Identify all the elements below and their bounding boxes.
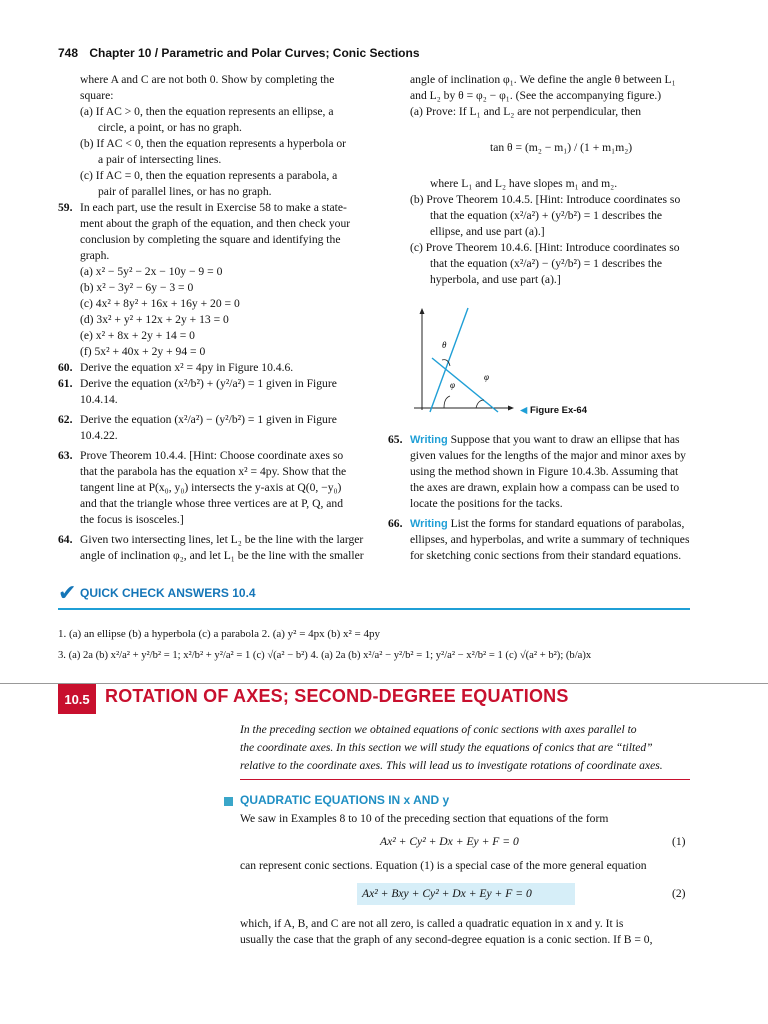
ex59-equation: (c) 4x² + 8y² + 16x + 16y + 20 = 0 bbox=[80, 297, 240, 310]
running-header bbox=[58, 46, 420, 60]
ex59-text: ment about the graph of the equation, and then check your bbox=[80, 217, 351, 230]
ex63-text: Prove Theorem 10.4.4. [Hint: Choose coordinate axes so bbox=[80, 449, 344, 462]
subheading-bullet-icon bbox=[224, 797, 233, 806]
exercise-number: 64. bbox=[58, 533, 73, 546]
body-text: usually the case that the graph of any second-degree equation is a conic section. If B = 0, bbox=[240, 933, 653, 946]
equation-1-number: (1) bbox=[672, 835, 686, 848]
ex64-part-b: ellipse, and use part (a).] bbox=[430, 225, 545, 238]
exercise-number: 61. bbox=[58, 377, 73, 390]
ex59-equation: (a) x² − 5y² − 2x − 10y − 9 = 0 bbox=[80, 265, 223, 278]
ex64-text: angle of inclination φ₁. We define the angle θ between L₁ bbox=[410, 73, 676, 86]
figure-ex-64 bbox=[410, 300, 520, 420]
figure-caption: ◀ Figure Ex-64 bbox=[520, 405, 587, 416]
page-number: 748 bbox=[58, 46, 79, 60]
ex58-part-b: (b) If AC < 0, then the equation represents a hyperbola or bbox=[80, 137, 347, 150]
section-intro: the coordinate axes. In this section we will study the equations of conics that are “tilted” bbox=[240, 741, 653, 754]
exercise-number: 66. bbox=[388, 517, 403, 530]
quick-check-answers-1-2: 1. (a) an ellipse (b) a hyperbola (c) a parabola 2. (a) y² = 4px (b) x² = 4py bbox=[58, 628, 380, 640]
ex61-text: 10.4.14. bbox=[80, 393, 118, 406]
ex59-text: conclusion by completing the square and identifying the bbox=[80, 233, 341, 246]
ex62-text: Derive the equation (x²/a²) − (y²/b²) = 1 given in Figure bbox=[80, 413, 337, 426]
quick-check-title: QUICK CHECK ANSWERS 10.4 bbox=[80, 586, 256, 600]
section-intro: relative to the coordinate axes. This will lead us to investigate rotations of coordinate axes. bbox=[240, 759, 663, 772]
ex62-text: 10.4.22. bbox=[80, 429, 118, 442]
ex64-part-b: that the equation (x²/a²) + (y²/b²) = 1 describes the bbox=[430, 209, 663, 222]
y-axis-arrow bbox=[420, 308, 425, 314]
ex58-part-a: circle, a point, or has no graph. bbox=[98, 121, 242, 134]
equation-2-number: (2) bbox=[672, 887, 686, 900]
equation-2: Ax² + Bxy + Cy² + Dx + Ey + F = 0 bbox=[362, 887, 532, 900]
ex66-text: for sketching conic sections from their standard equations. bbox=[410, 549, 682, 562]
ex59-equation: (b) x² − 3y² − 6y − 3 = 0 bbox=[80, 281, 194, 294]
section-rule bbox=[0, 683, 768, 684]
ex59-equation: (f) 5x² + 40x + 2y + 94 = 0 bbox=[80, 345, 206, 358]
ex64-text: Given two intersecting lines, let L₂ be the line with the larger bbox=[80, 533, 364, 546]
exercise-number: 65. bbox=[388, 433, 403, 446]
tan-theta-formula: tan θ = (m₂ − m₁) / (1 + m₁m₂) bbox=[490, 141, 633, 154]
ex61-text: Derive the equation (x²/b²) + (y²/a²) = 1 given in Figure bbox=[80, 377, 337, 390]
ex59-text: graph. bbox=[80, 249, 110, 262]
ex63-text: that the parabola has the equation x² = 4py. Show that the bbox=[80, 465, 347, 478]
ex65-text: using the method shown in Figure 10.4.3b. Assuming that bbox=[410, 465, 679, 478]
line-l1 bbox=[432, 358, 498, 412]
ex58-part-b: a pair of intersecting lines. bbox=[98, 153, 222, 166]
intro-rule bbox=[240, 779, 690, 780]
ex65-text: locate the positions for the tacks. bbox=[410, 497, 563, 510]
ex65-text: given values for the lengths of the major and minor axes by bbox=[410, 449, 686, 462]
ex58-part-a: (a) If AC > 0, then the equation represents an ellipse, a bbox=[80, 105, 334, 118]
phi2-label: φ bbox=[484, 372, 489, 382]
section-number-badge: 10.5 bbox=[58, 684, 96, 714]
quick-check-answers-3-4: 3. (a) 2a (b) x²/a² + y²/b² = 1; x²/b² + y²/a² = 1 (c) √(a² − b²) 4. (a) 2a (b) x²/a² − y²/b² = 1; y²/a² − x²/b² = 1 (c) √(a² + b²); (b/a)x bbox=[58, 650, 592, 661]
running-title: Chapter 10 / Parametric and Polar Curves; Conic Sections bbox=[89, 46, 420, 60]
equation-1: Ax² + Cy² + Dx + Ey + F = 0 bbox=[380, 835, 519, 848]
body-text: can represent conic sections. Equation (1) is a special case of the more general equation bbox=[240, 859, 647, 872]
ex64-part-b: (b) Prove Theorem 10.4.5. [Hint: Introduce coordinates so bbox=[410, 193, 681, 206]
ex58-part-c: (c) If AC = 0, then the equation represents a parabola, a bbox=[80, 169, 338, 182]
ex58-text: where A and C are not both 0. Show by completing the bbox=[80, 73, 335, 86]
ex60-text: Derive the equation x² = 4py in Figure 10.4.6. bbox=[80, 361, 294, 374]
ex59-equation: (e) x² + 8x + 2y + 14 = 0 bbox=[80, 329, 195, 342]
body-text: We saw in Examples 8 to 10 of the preceding section that equations of the form bbox=[240, 812, 609, 825]
ex58-text: square: bbox=[80, 89, 114, 102]
exercise-number: 59. bbox=[58, 201, 73, 214]
ex64-part-c: that the equation (x²/a²) − (y²/b²) = 1 describes the bbox=[430, 257, 663, 270]
exercise-number: 63. bbox=[58, 449, 73, 462]
caption-arrow-icon: ◀ bbox=[520, 405, 528, 416]
quick-check-rule bbox=[58, 608, 690, 610]
ex66-text: ellipses, and hyperbolas, and write a summary of techniques bbox=[410, 533, 690, 546]
checkmark-icon: ✔ bbox=[58, 580, 77, 605]
ex59-equation: (d) 3x² + y² + 12x + 2y + 13 = 0 bbox=[80, 313, 229, 326]
ex64-text: angle of inclination φ₂, and let L₁ be the line with the smaller bbox=[80, 549, 364, 562]
phi1-arc bbox=[476, 400, 484, 408]
section-intro: In the preceding section we obtained equations of conic sections with axes parallel to bbox=[240, 723, 637, 736]
writing-tag: Writing bbox=[410, 518, 448, 530]
ex66-text: Writing List the forms for standard equations of parabolas, bbox=[410, 517, 685, 530]
section-title: ROTATION OF AXES; SECOND-DEGREE EQUATIONS bbox=[105, 686, 569, 706]
ex63-text: and that the triangle whose three vertices are at P, Q, and bbox=[80, 497, 344, 510]
ex64-text: and L₂ by θ = φ₂ − φ₁. (See the accompanying figure.) bbox=[410, 89, 662, 102]
exercise-number: 62. bbox=[58, 413, 73, 426]
ex64-part-c: hyperbola, and use part (a).] bbox=[430, 273, 561, 286]
subheading: QUADRATIC EQUATIONS IN x AND y bbox=[240, 793, 450, 807]
ex64-part-c: (c) Prove Theorem 10.4.6. [Hint: Introduce coordinates so bbox=[410, 241, 680, 254]
ex59-text: In each part, use the result in Exercise 58 to make a state- bbox=[80, 201, 347, 214]
ex63-text: tangent line at P(x₀, y₀) intersects the y-axis at Q(0, −y₀) bbox=[80, 481, 342, 494]
ex65-text: the axes are drawn, explain how a compass can be used to bbox=[410, 481, 680, 494]
x-axis-arrow bbox=[508, 406, 514, 411]
theta-label: θ bbox=[442, 340, 447, 350]
body-text: which, if A, B, and C are not all zero, is called a quadratic equation in x and y. It is bbox=[240, 917, 624, 930]
ex64-part-a: where L₁ and L₂ have slopes m₁ and m₂. bbox=[430, 177, 618, 190]
phi2-arc bbox=[444, 396, 450, 408]
ex65-text: Writing Suppose that you want to draw an ellipse that has bbox=[410, 433, 680, 446]
ex58-part-c: pair of parallel lines, or has no graph. bbox=[98, 185, 272, 198]
exercise-number: 60. bbox=[58, 361, 73, 374]
ex63-text: the focus is isosceles.] bbox=[80, 513, 184, 526]
phi1-label: φ bbox=[450, 380, 455, 390]
writing-tag: Writing bbox=[410, 434, 448, 446]
ex64-part-a: (a) Prove: If L₁ and L₂ are not perpendicular, then bbox=[410, 105, 642, 118]
